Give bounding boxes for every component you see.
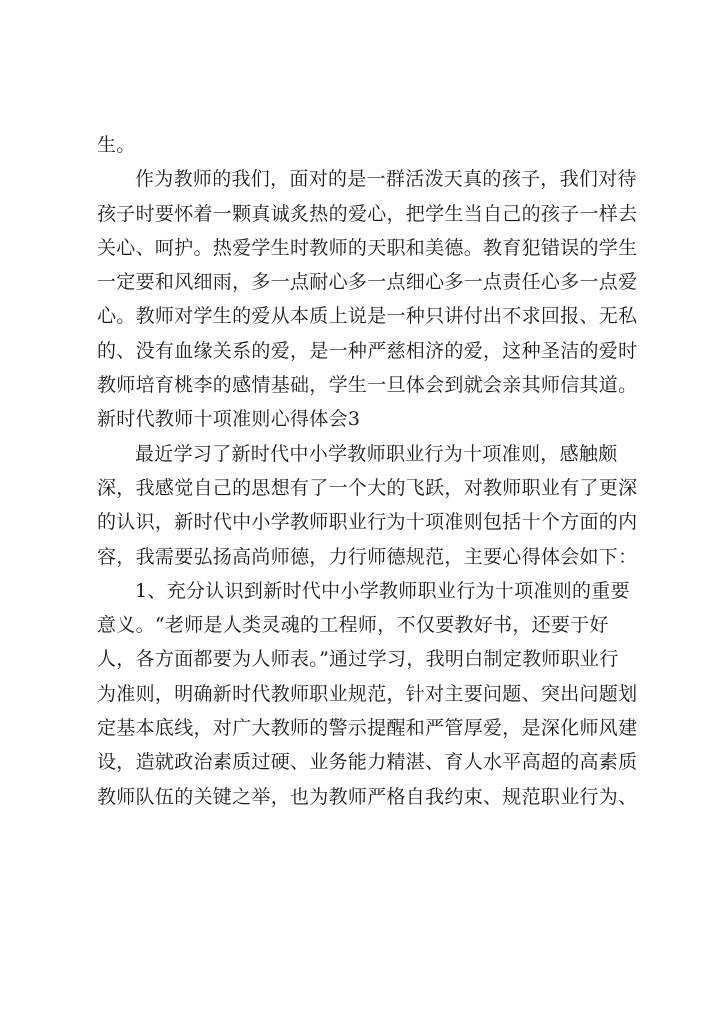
paragraph-first-line: 1、充分认识到新时代中小学教师职业行为十项准则的重要 [135,579,630,602]
text-line: 孩子时要怀着一颗真诚炙热的爱心，把学生当自己的孩子一样去 [97,202,638,225]
text-line: 教师队伍的关键之举，也为教师严格自我约束、规范职业行为、 [97,785,638,808]
text-line: 教师培育桃李的感情基础，学生一旦体会到就会亲其师信其道。 [97,374,638,397]
text-line: 人，各方面都要为人师表。”通过学习，我明白制定教师职业行 [97,648,619,671]
text-line: 关心、呵护。热爱学生时教师的天职和美德。教育犯错误的学生 [97,236,638,259]
text-line: 设，造就政治素质过硬、业务能力精湛、育人水平高超的高素质 [97,751,638,774]
paragraph-first-line: 作为教师的我们，面对的是一群活泼天真的孩子，我们对待 [135,168,637,191]
text-line: 的认识，新时代中小学教师职业行为十项准则包括十个方面的内 [97,511,638,534]
text-line: 意义。“老师是人类灵魂的工程师，不仅要教好书，还要于好 [97,614,609,637]
document-body [97,128,643,814]
text-line: 为准则，明确新时代教师职业规范，针对主要问题、突出问题划 [97,682,638,705]
text-line: 定基本底线，对广大教师的警示提醒和严管厚爱，是深化师风建 [97,717,638,740]
paragraph-first-line: 最近学习了新时代中小学教师职业行为十项准则，感触颇 [135,442,618,465]
text-line: 一定要和风细雨，多一点耐心多一点细心多一点责任心多一点爱 [97,271,638,294]
text-line: 深，我感觉自己的思想有了一个大的飞跃，对教师职业有了更深 [97,476,638,499]
section-heading: 新时代教师十项准则心得体会3 [97,408,361,431]
text-line: 容，我需要弘扬高尚师德，力行师德规范，主要心得体会如下： [97,545,638,568]
text-line: 生。 [97,134,136,156]
text-line: 的、没有血缘关系的爱，是一种严慈相济的爱，这种圣洁的爱时 [97,339,638,362]
text-line: 心。教师对学生的爱从本质上说是一种只讲付出不求回报、无私 [97,305,638,328]
